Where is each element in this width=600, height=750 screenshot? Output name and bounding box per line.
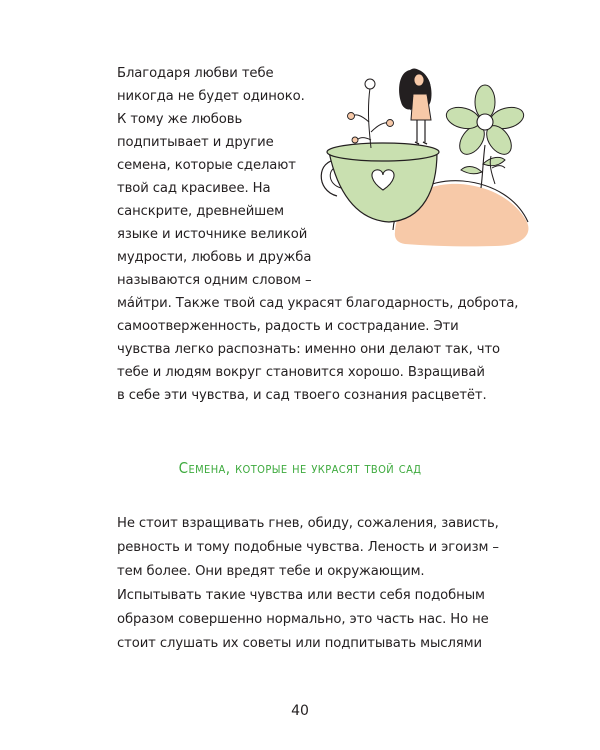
text-line: ма́йтри. Также твой сад украсят благодарность, доброта, <box>117 296 519 311</box>
page-number: 40 <box>291 703 309 719</box>
text-line: Испытывать такие чувства или вести себя подобным <box>117 588 485 603</box>
text-line: никогда не будет одиноко. <box>117 89 305 104</box>
text-line: Не стоит взращивать гнев, обиду, сожаления, зависть, <box>117 516 499 531</box>
text-line: семена, которые сделают <box>117 158 296 173</box>
text-line: тем более. Они вредят тебе и окружающим. <box>117 564 425 579</box>
text-line: твой сад красивее. На <box>117 181 271 196</box>
girl-figure <box>399 69 431 145</box>
text-line: языке и источнике великой <box>117 227 308 242</box>
text-line: стоит слушать их советы или подпитывать мыслями <box>117 636 482 651</box>
text-line: в себе эти чувства, и сад твоего сознания расцветёт. <box>117 388 487 403</box>
flower-sprout-icon <box>348 79 394 148</box>
cup-garden-illustration <box>315 60 535 260</box>
text-line: ревность и тому подобные чувства. Леность и эгоизм – <box>117 540 499 555</box>
text-line: чувства легко распознать: именно они делают так, что <box>117 342 501 357</box>
text-line: санскрите, древнейшем <box>117 204 285 219</box>
text-line: мудрости, любовь и дружба <box>117 250 312 265</box>
text-line: называются одним словом – <box>117 273 312 288</box>
text-line: самоотверженность, радость и сострадание. Эти <box>117 319 459 334</box>
text-line: подпитывает и другие <box>117 135 274 150</box>
text-line: К тому же любовь <box>117 112 243 127</box>
flower-icon <box>444 85 526 188</box>
text-line: образом совершенно нормально, это часть нас. Но не <box>117 612 489 627</box>
section-heading: Семена, которые не украсят твой сад <box>178 459 422 477</box>
text-line: тебе и людям вокруг становится хорошо. Взращивай <box>117 365 485 380</box>
text-line: Благодаря любви тебе <box>117 66 274 81</box>
